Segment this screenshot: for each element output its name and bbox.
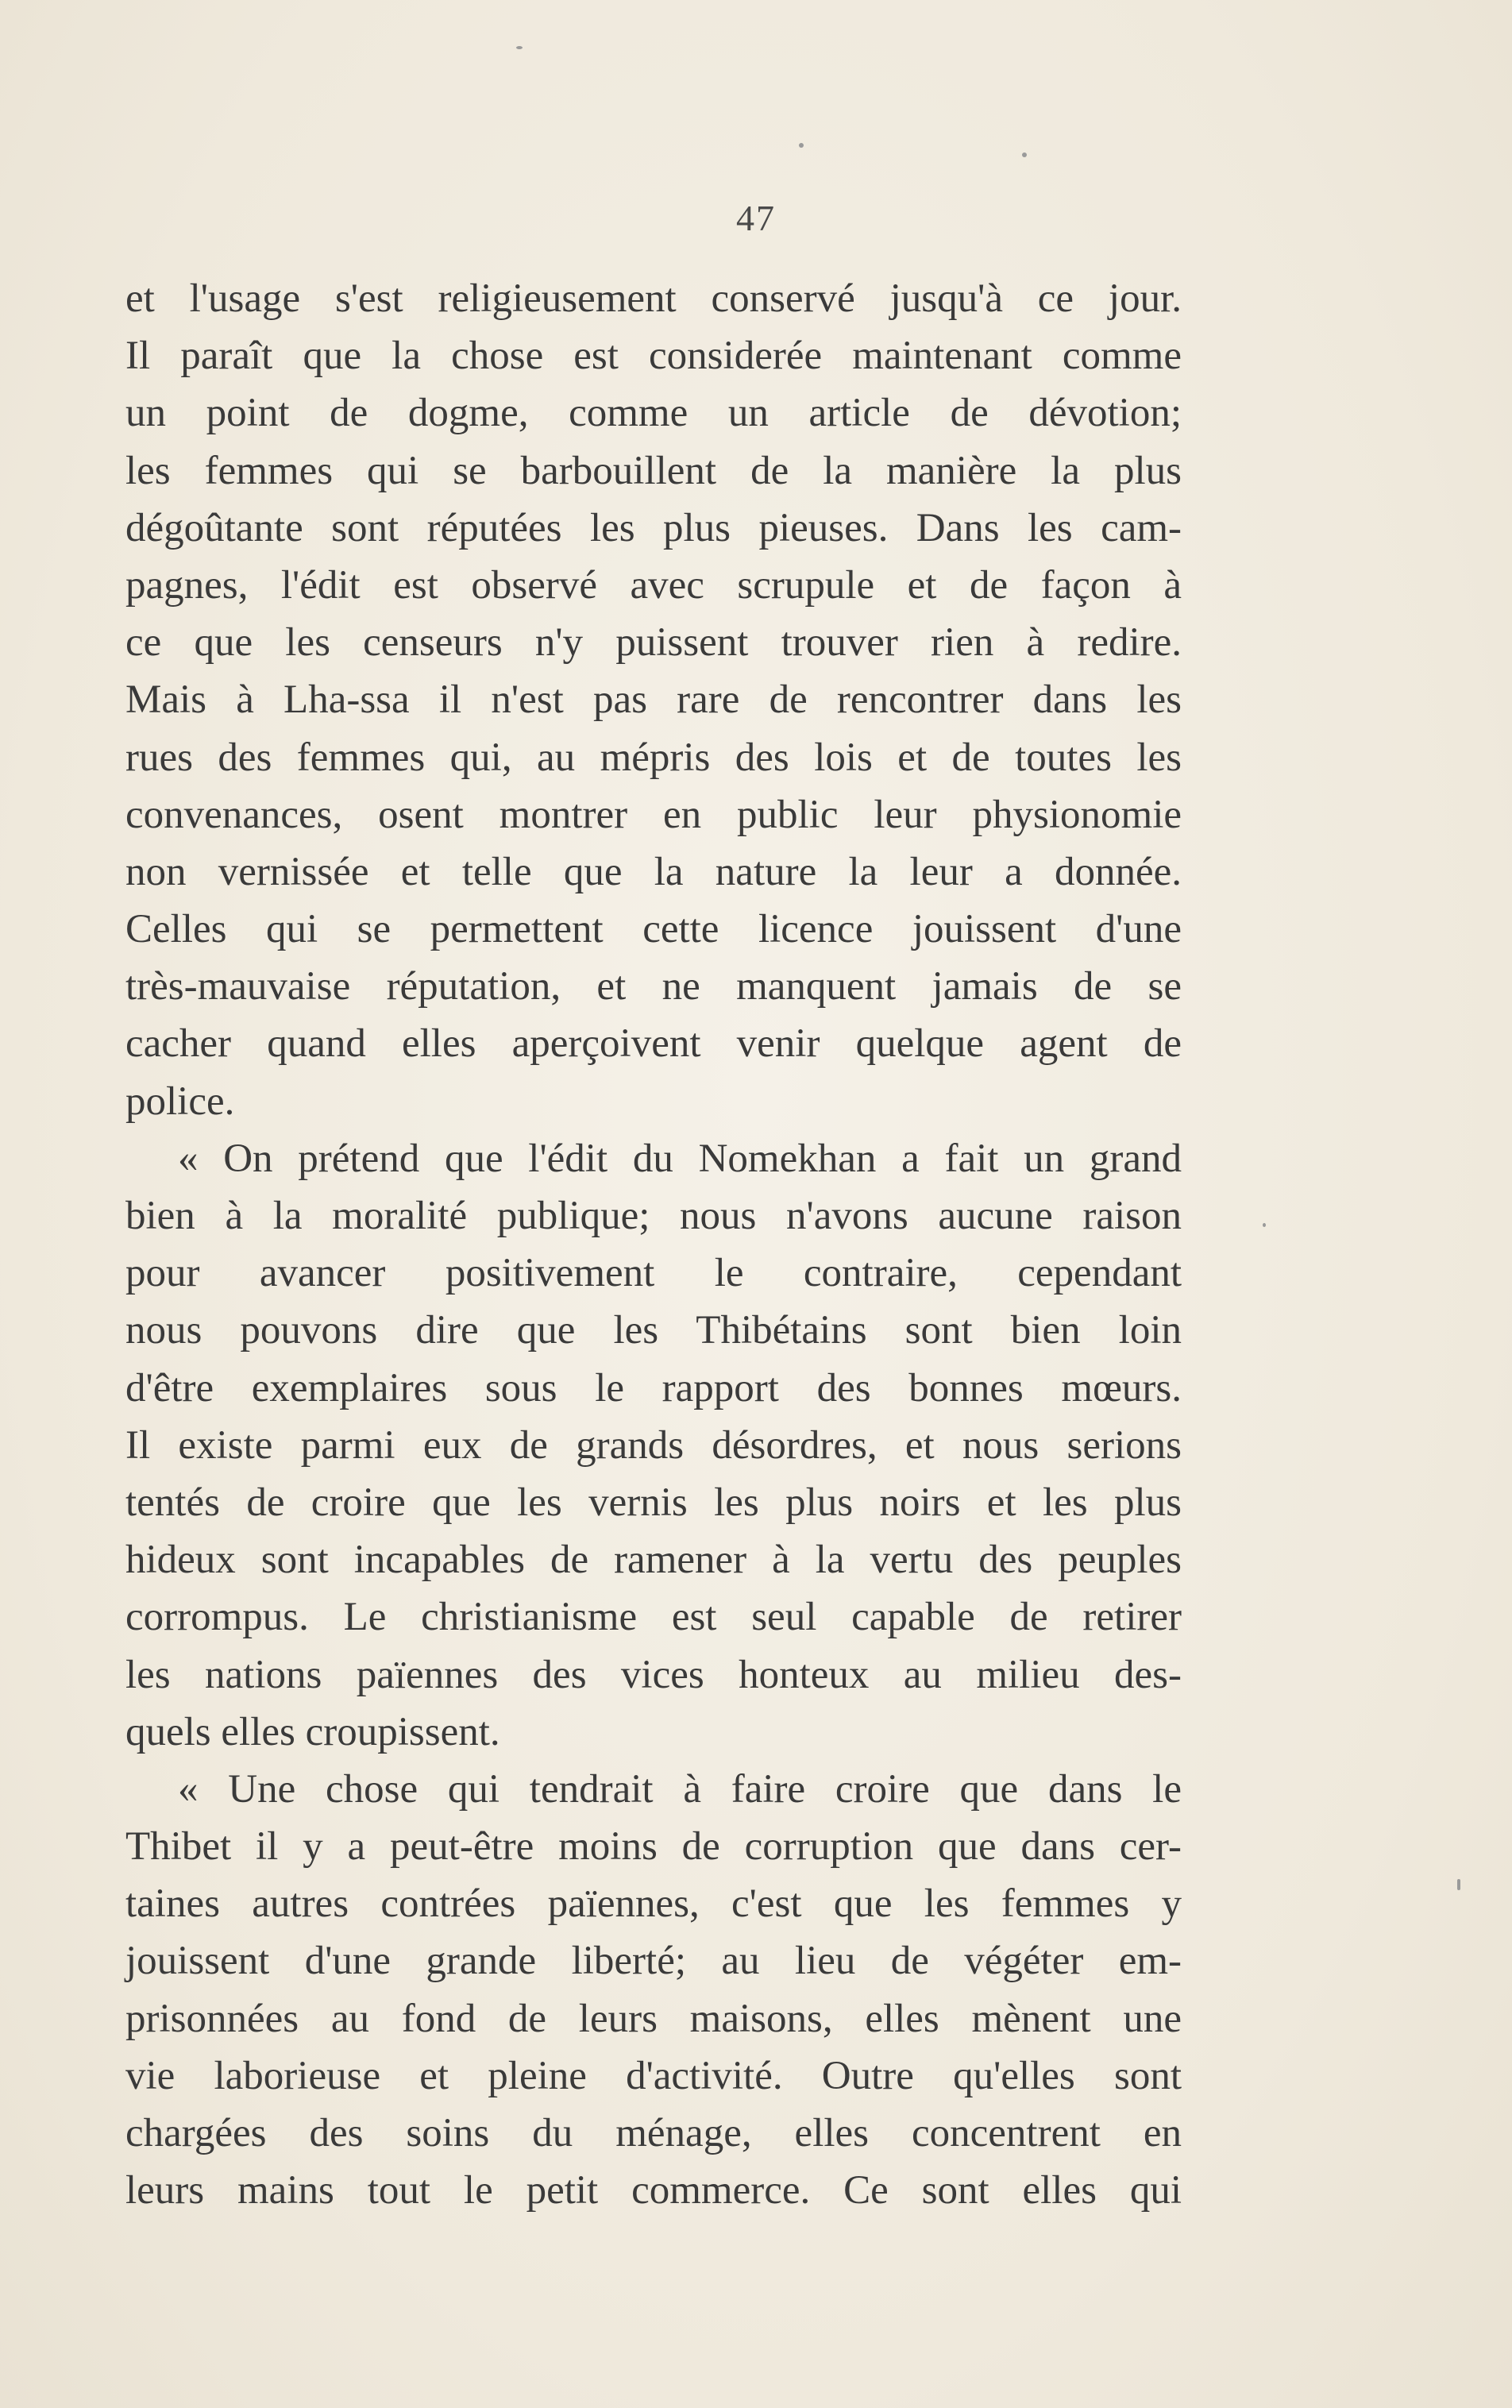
text-line: « Une chose qui tendrait à faire croire que dans le xyxy=(178,1766,1182,1812)
text-line: bien à la moralité publique; nous n'avons aucune raison xyxy=(125,1194,1182,1238)
text-line: un point de dogme, comme un article de dévotion; xyxy=(125,391,1182,436)
paper-speck xyxy=(1022,152,1027,157)
paper-speck xyxy=(1263,1223,1266,1227)
text-line: convenances, osent montrer en public leur physionomie xyxy=(125,792,1182,837)
text-line: police. xyxy=(125,1079,235,1124)
text-line: non vernissée et telle que la nature la leur a donnée. xyxy=(125,849,1182,894)
text-line: cacher quand elles aperçoivent venir quelque agent de xyxy=(125,1021,1182,1067)
paper-speck xyxy=(516,46,523,49)
text-line: d'être exemplaires sous le rapport des bonnes mœurs. xyxy=(125,1365,1182,1410)
text-line: Il existe parmi eux de grands désordres, et nous serions xyxy=(125,1422,1182,1468)
text-line: prisonnées au fond de leurs maisons, elles mènent une xyxy=(125,1996,1182,2041)
text-line: pagnes, l'édit est observé avec scrupule et de façon à xyxy=(125,562,1182,608)
text-line: chargées des soins du ménage, elles concentrent en xyxy=(125,2111,1182,2155)
text-line: et l'usage s'est religieusement conservé jusqu'à ce jour. xyxy=(125,276,1182,321)
text-line: ce que les censeurs n'y puissent trouver rien à redire. xyxy=(125,620,1182,666)
text-line: « On prétend que l'édit du Nomekhan a fait un grand xyxy=(178,1136,1182,1181)
page-number: 47 xyxy=(736,198,776,238)
text-line: Thibet il y a peut-être moins de corruption que dans cer- xyxy=(125,1824,1182,1870)
text-line: hideux sont incapables de ramener à la vertu des peuples xyxy=(125,1538,1182,1583)
text-line: corrompus. Le christianisme est seul capable de retirer xyxy=(125,1595,1182,1640)
text-line: très-mauvaise réputation, et ne manquent jamais de se xyxy=(125,964,1182,1009)
paper-speck xyxy=(799,143,804,148)
text-line: Celles qui se permettent cette licence jouissent d'une xyxy=(125,907,1182,952)
body-text xyxy=(125,270,1182,2219)
text-line: les femmes qui se barbouillent de la manière la plus xyxy=(125,448,1182,493)
text-line: quels elles croupissent. xyxy=(125,1709,500,1754)
text-line: leurs mains tout le petit commerce. Ce sont elles qui xyxy=(125,2168,1182,2213)
text-line: rues des femmes qui, au mépris des lois et de toutes les xyxy=(125,735,1182,780)
text-line: dégoûtante sont réputées les plus pieuses. Dans les cam- xyxy=(125,505,1182,550)
text-line: taines autres contrées païennes, c'est que les femmes y xyxy=(125,1881,1182,1927)
text-line: jouissent d'une grande liberté; au lieu de végéter em- xyxy=(125,1939,1182,1984)
text-line: Mais à Lha-ssa il n'est pas rare de rencontrer dans les xyxy=(125,677,1182,723)
text-line: pour avancer positivement le contraire, cependant xyxy=(125,1251,1182,1296)
text-line: nous pouvons dire que les Thibétains sont bien loin xyxy=(125,1308,1182,1353)
text-line: les nations païennes des vices honteux au milieu des- xyxy=(125,1652,1182,1697)
text-line: vie laborieuse et pleine d'activité. Outre qu'elles sont xyxy=(125,2053,1182,2098)
text-line: Il paraît que la chose est considerée maintenant comme xyxy=(125,334,1182,379)
paper-speck xyxy=(1457,1879,1460,1890)
text-line: tentés de croire que les vernis les plus noirs et les plus xyxy=(125,1480,1182,1525)
